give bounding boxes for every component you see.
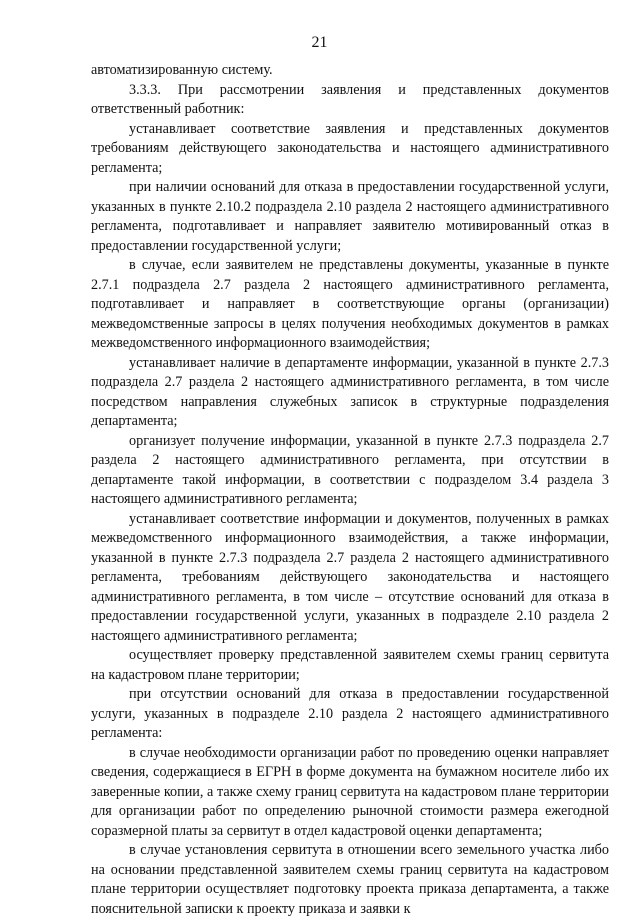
paragraph: устанавливает соответствие информации и документов, полученных в рамках межведомственного информационного взаимодействия, а также информации, указанной в пункте 2.7.3 подраздела 2.7 раздела 2 настоящего административного регламента, требованиям действующего законодательства и настоящего административного регламента, в том числе – отсутствие оснований для отказа в предоставлении государственной услуги, указанных в подразделе 2.10 раздела 2 настоящего административного регламента; [91, 510, 609, 644]
paragraph: организует получение информации, указанной в пункте 2.7.3 подраздела 2.7 раздела 2 настоящего административного регламента, при отсутствии в департаменте такой информации, в соответствии с подразделом 3.4 раздела 3 настоящего административного регламента; [91, 432, 609, 507]
paragraph: при отсутствии оснований для отказа в предоставлении государственной услуги, указанных в подразделе 2.10 раздела 2 настоящего административного регламента: [91, 686, 609, 741]
paragraph: устанавливает наличие в департаменте информации, указанной в пункте 2.7.3 подраздела 2.7 раздела 2 настоящего административного регламента, в том числе посредством направления служебных записок в структурные подразделения департамента; [91, 354, 609, 429]
paragraph: в случае, если заявителем не представлены документы, указанные в пункте 2.7.1 подраздела 2.7 раздела 2 настоящего административного регламента, подготавливает и направляет в соответствующие органы (организации) межведомственные запросы в целях получения необходимых документов в рамках межведомственного информационного взаимодействия; [91, 257, 609, 351]
paragraph: осуществляет проверку представленной заявителем схемы границ сервитута на кадастровом плане территории; [91, 647, 609, 683]
paragraph: 3.3.3. При рассмотрении заявления и представленных документов ответственный работник: [91, 81, 609, 117]
paragraph: при наличии оснований для отказа в предоставлении государственной услуги, указанных в пункте 2.10.2 подраздела 2.10 раздела 2 настоящего административного регламента, подготавливает и направляет заявителю мотивированный отказ в предоставлении государственной услуги; [91, 179, 609, 254]
paragraph: в случае необходимости организации работ по проведению оценки направляет сведения, содержащиеся в ЕГРН в форме документа на бумажном носителе либо их заверенные копии, а также схему границ сервитута на кадастровом плане территории для организации работ по определению рыночной стоимости размера ежегодной соразмерной платы за сервитут в отдел кадастровой оценки департамента; [91, 744, 609, 839]
paragraph: устанавливает соответствие заявления и представленных документов требованиям действующего законодательства и настоящего административного регламента; [91, 120, 609, 176]
page-number: 21 [311, 34, 328, 51]
paragraph: автоматизированную систему. [91, 62, 273, 78]
document-body [91, 61, 609, 919]
paragraph: в случае установления сервитута в отношении всего земельного участка либо на основании представленной заявителем схемы границ сервитута на кадастровом плане территории осуществляет подготовку проекта приказа департамента, а также пояснительной записки к проекту приказа и заявки к [91, 842, 609, 917]
